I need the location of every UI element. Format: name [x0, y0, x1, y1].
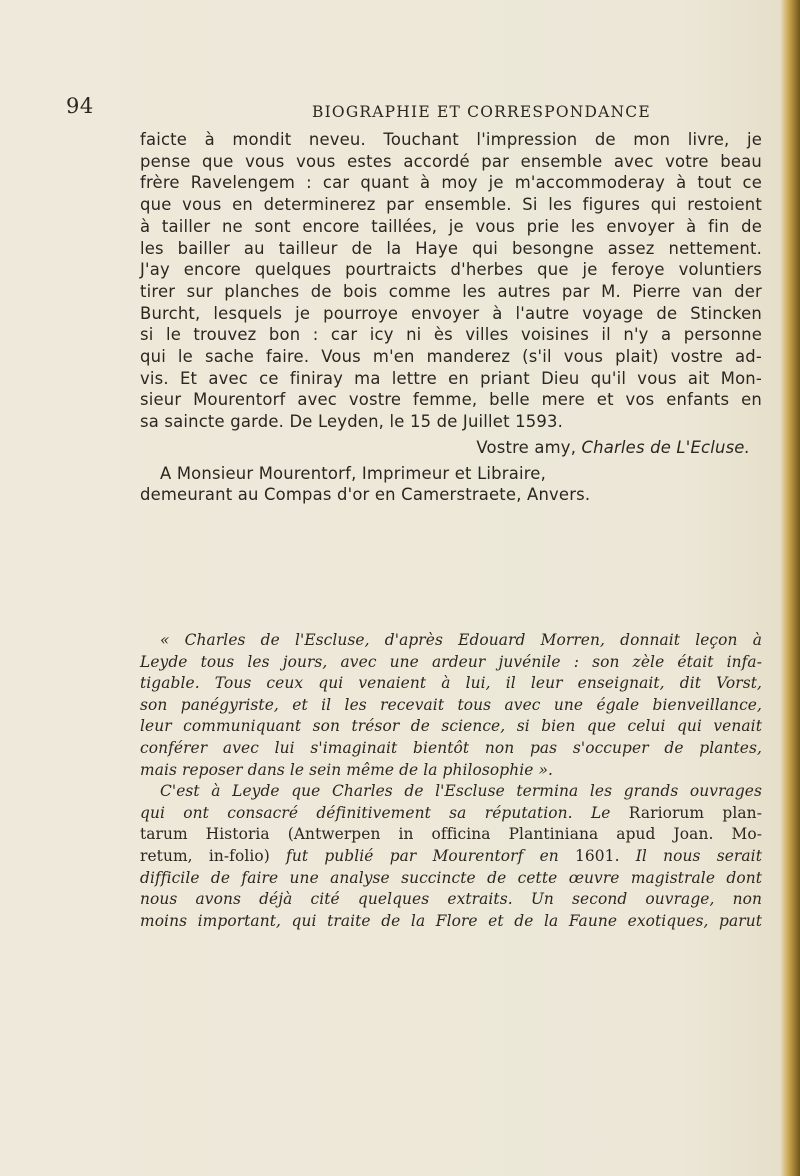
- letter-line: pense que vous vous estes accordé par ensemble avec votre beau: [140, 151, 762, 171]
- note-line: [140, 803, 762, 825]
- letter-line: si le trouvez bon : car icy ni ès villes voisines il n'y a personne: [140, 325, 762, 345]
- note-segment: Il nous serait: [619, 846, 762, 865]
- note-line: conférer avec lui s'imaginait bientôt non pas s'occuper de plantes,: [140, 738, 762, 757]
- letter-line: qui le sache faire. Vous m'en manderez (s'il vous plait) vostre ad-: [140, 347, 762, 367]
- letter-text: [140, 129, 762, 506]
- letter-line: sieur Mourentorf avec vostre femme, belle mere et vos enfants en: [140, 390, 762, 410]
- running-head: BIOGRAPHIE ET CORRESPONDANCE: [312, 103, 651, 121]
- note-segment-roman: Rariorum plan-: [610, 803, 762, 822]
- address-line: demeurant au Compas d'or en Camerstraete, Anvers.: [140, 485, 591, 505]
- note-line: tarum Historia (Antwerpen in officina Plantiniana apud Joan. Mo-: [140, 825, 762, 844]
- letter-line: les bailler au tailleur de la Haye qui besongne assez nettement.: [140, 238, 762, 258]
- note-segment-roman: 1601.: [575, 846, 620, 865]
- note-line: difficile de faire une analyse succincte de cette œuvre magistrale dont: [140, 868, 762, 887]
- letter-line: J'ay encore quelques pourtraicts d'herbes que je feroye voluntiers: [140, 260, 762, 280]
- signature-name: Charles de L'Ecluse.: [581, 437, 750, 457]
- note-segment: fut publié par Mourentorf en: [269, 846, 575, 865]
- note-line: leur communiquant son trésor de science, si bien que celui qui venait: [140, 717, 762, 736]
- letter-line: que vous en determinerez par ensemble. Si les figures qui restoient: [140, 195, 762, 215]
- note-line: tigable. Tous ceux qui venaient à lui, il leur enseignait, dit Vorst,: [140, 674, 762, 693]
- note-line: mais reposer dans le sein même de la philosophie ».: [140, 760, 553, 779]
- letter-line: sa saincte garde. De Leyden, le 15 de Juillet 1593.: [140, 412, 564, 432]
- note-segment-roman: retum, in-folio): [140, 846, 270, 865]
- note-line: [140, 846, 762, 868]
- note-line: nous avons déjà cité quelques extraits. Un second ouvrage, non: [140, 890, 762, 909]
- note-line: « Charles de l'Escluse, d'après Edouard Morren, donnait leçon à: [160, 631, 762, 649]
- letter-line: vis. Et avec ce finiray ma lettre en priant Dieu qu'il vous ait Mon-: [140, 368, 762, 388]
- note-line: Leyde tous les jours, avec une ardeur juvénile : son zèle était infa-: [140, 652, 762, 671]
- letter-line: faicte à mondit neveu. Touchant l'impression de mon livre, je: [140, 130, 762, 149]
- address-line: A Monsieur Mourentorf, Imprimeur et Libraire,: [160, 463, 546, 483]
- biography-notes: [140, 630, 762, 932]
- note-segment: qui ont consacré définitivement sa réputation. Le: [140, 803, 611, 822]
- page-edge-shadow: [780, 0, 800, 1176]
- signature: [140, 437, 762, 459]
- letter-line: tirer sur planches de bois comme les autres par M. Pierre van der: [140, 281, 762, 301]
- letter-line: frère Ravelengem : car quant à moy je m'accommoderay à tout ce: [140, 173, 762, 193]
- page-number: 94: [66, 94, 94, 118]
- signature-prefix: Vostre amy,: [476, 437, 582, 457]
- letter-line: à tailler ne sont encore taillées, je vous prie les envoyer à fin de: [140, 216, 762, 236]
- note-line: son panégyriste, et il les recevait tous avec une égale bienveillance,: [140, 695, 762, 714]
- note-line: moins important, qui traite de la Flore et de la Faune exotiques, parut: [140, 911, 762, 930]
- note-line: C'est à Leyde que Charles de l'Escluse termina les grands ouvrages: [160, 782, 762, 801]
- letter-line: Burcht, lesquels je pourroye envoyer à l'autre voyage de Stincken: [140, 303, 762, 323]
